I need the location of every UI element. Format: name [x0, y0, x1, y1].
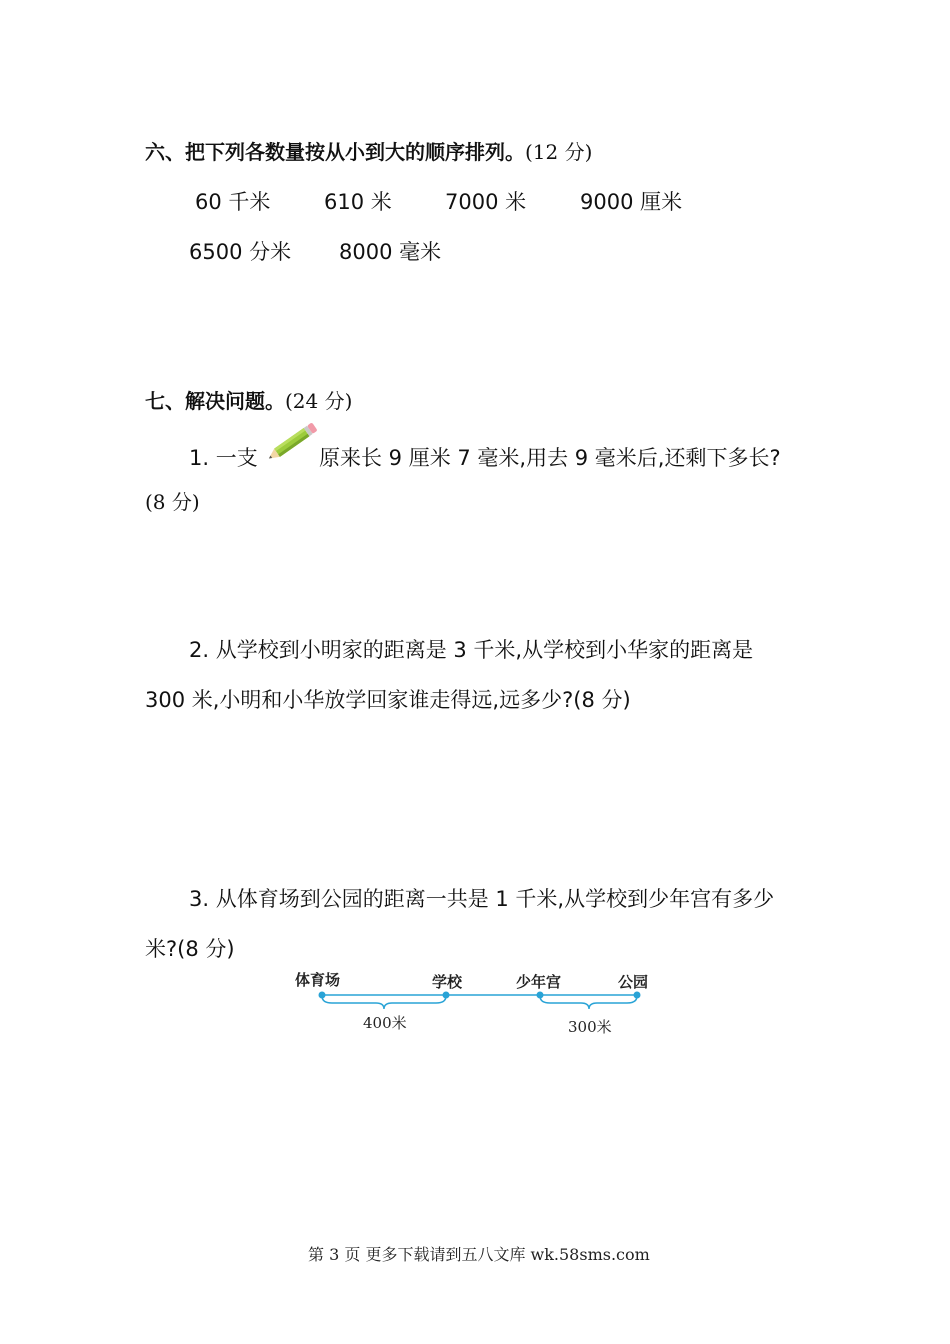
- question-1-score: (8 分): [145, 490, 200, 514]
- right-brace: [540, 996, 637, 1009]
- question-3-line-1: 3. 从体育场到公园的距离一共是 1 千米,从学校到少年宫有多少: [189, 887, 775, 911]
- page-footer: 第 3 页 更多下载请到五八文库 wk.58sms.com: [308, 1245, 650, 1264]
- section-7-heading: [145, 385, 352, 414]
- quantity-item: 9000 厘米: [580, 190, 683, 214]
- point-label: 少年宫: [516, 973, 562, 991]
- question-2-line-1: 2. 从学校到小明家的距离是 3 千米,从学校到小华家的距离是: [189, 638, 754, 662]
- quantity-item: 6500 分米: [189, 240, 292, 264]
- section-6-heading: [145, 136, 592, 165]
- distance-diagram: [280, 962, 680, 1042]
- quantity-item: 610 米: [324, 190, 392, 214]
- left-brace: [322, 996, 446, 1009]
- pencil-icon: [260, 420, 322, 470]
- point-label: 公园: [618, 973, 649, 991]
- distance-label: 300米: [568, 1018, 612, 1036]
- section-6-title: 六、把下列各数量按从小到大的顺序排列。: [145, 140, 525, 164]
- question-1-before: 1. 一支: [189, 446, 258, 470]
- question-2-line-2: 300 米,小明和小华放学回家谁走得远,远多少?(8 分): [145, 688, 631, 712]
- distance-label: 400米: [363, 1014, 407, 1032]
- quantity-item: 8000 毫米: [339, 240, 442, 264]
- quantity-item: 60 千米: [195, 190, 271, 214]
- section-6-score: (12 分): [525, 140, 593, 164]
- question-3-line-2: 米?(8 分): [145, 937, 235, 961]
- point-label: 体育场: [295, 971, 341, 989]
- point-label: 学校: [432, 973, 463, 991]
- question-1-text: 原来长 9 厘米 7 毫米,用去 9 毫米后,还剩下多长?: [319, 446, 781, 470]
- quantity-item: 7000 米: [445, 190, 527, 214]
- section-7-title: 七、解决问题。: [145, 389, 285, 413]
- section-7-score: (24 分): [285, 389, 353, 413]
